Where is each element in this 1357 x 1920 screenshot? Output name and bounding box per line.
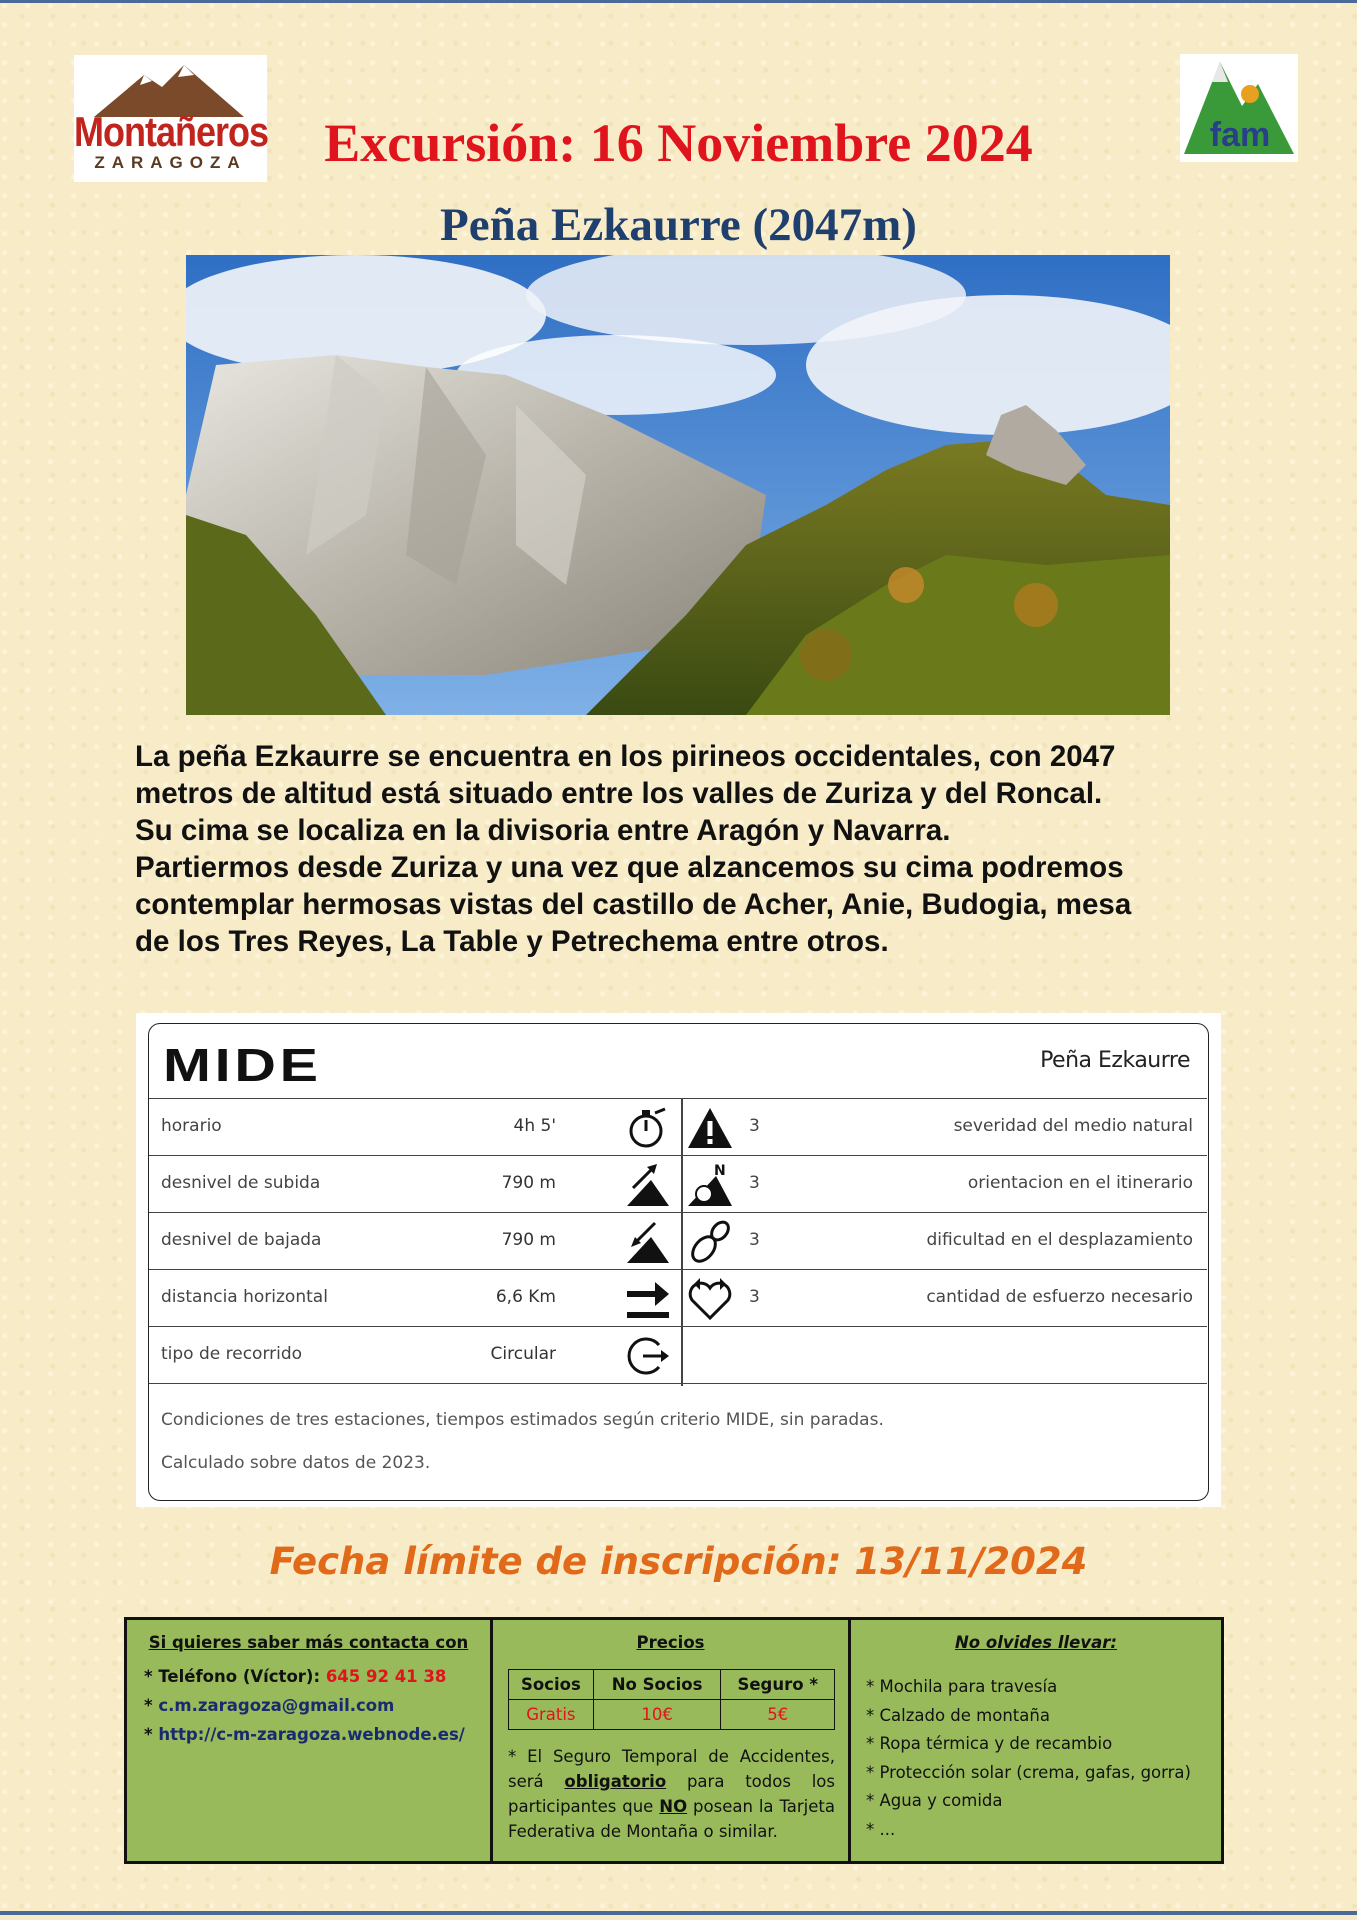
mide-panel [136, 1013, 1221, 1507]
price-header: Socios [509, 1670, 594, 1700]
description-line: contemplar hermosas vistas del castillo de Acher, Anie, Budogia, mesa [135, 888, 1132, 921]
mide-label: distancia horizontal [161, 1287, 328, 1307]
svg-text:N: N [714, 1163, 726, 1179]
mide-value: 4h 5' [513, 1116, 556, 1136]
mide-label: tipo de recorrido [161, 1344, 303, 1364]
list-item: * Mochila para travesía [866, 1677, 1058, 1696]
mide-value: Circular [490, 1344, 556, 1364]
contact-phone-line [144, 1667, 446, 1686]
prices-heading: Precios [636, 1633, 705, 1652]
price-value: 5€ [721, 1700, 835, 1730]
fam-logo [1180, 54, 1298, 162]
contact-heading: Si quieres saber más contacta con [148, 1633, 469, 1652]
contact-box [124, 1617, 493, 1864]
email-link[interactable]: c.m.zaragoza@gmail.com [158, 1696, 395, 1715]
email-bullet: * [144, 1696, 159, 1715]
page-title: Excursión: 16 Noviembre 2024 [324, 113, 1033, 173]
mide-card [148, 1023, 1209, 1501]
description-line: Su cima se localiza en la divisoria entre Aragón y Navarra. [135, 814, 951, 847]
mide-value: 6,6 Km [495, 1287, 556, 1307]
warning-triangle-icon [686, 1105, 734, 1151]
logo-text-zaragoza: ZARAGOZA [94, 153, 247, 172]
registration-deadline: Fecha límite de inscripción: 13/11/2024 [269, 1540, 1088, 1583]
mide-label: desnivel de bajada [161, 1230, 322, 1250]
mide-route-name: Peña Ezkaurre [1040, 1048, 1190, 1073]
contact-web-line [144, 1725, 465, 1744]
prices-table [508, 1669, 835, 1730]
montaneros-zaragoza-logo [74, 55, 267, 182]
mide-score: 3 [749, 1116, 760, 1136]
price-value: 10€ [593, 1700, 721, 1730]
description-line: metros de altitud está situado entre los valles de Zuriza y del Roncal. [135, 777, 1103, 810]
mide-value: 790 m [501, 1173, 556, 1193]
page-subtitle: Peña Ezkaurre (2047m) [440, 199, 917, 251]
phone-label: * Teléfono (Víctor): [144, 1667, 326, 1686]
price-header: No Socios [593, 1670, 721, 1700]
orientation-icon [686, 1162, 734, 1208]
description-line: La peña Ezkaurre se encuentra en los pirineos occidentales, con 2047 [135, 740, 1116, 773]
mide-right-label: cantidad de esfuerzo necesario [926, 1287, 1193, 1307]
bring-list [866, 1673, 1191, 1844]
mide-row-bajada [149, 1212, 1207, 1270]
heart-effort-icon [686, 1276, 734, 1322]
phone-number[interactable]: 645 92 41 38 [325, 1667, 447, 1686]
no-text: NO [659, 1797, 688, 1816]
mide-score: 3 [749, 1230, 760, 1250]
mide-notes [149, 1383, 1207, 1502]
footprint-icon [686, 1219, 734, 1265]
mide-logo: MIDE [163, 1039, 322, 1091]
list-item: * Protección solar (crema, gafas, gorra) [866, 1762, 1191, 1782]
mountain-photo [186, 255, 1170, 715]
distance-arrow-icon [625, 1276, 671, 1322]
list-item: * ... [866, 1819, 896, 1839]
circular-route-icon [625, 1333, 671, 1379]
list-item: * Ropa térmica y de recambio [866, 1734, 1113, 1753]
website-link[interactable]: http://c-m-zaragoza.webnode.es/ [158, 1725, 465, 1744]
fam-logo-text: fam [1209, 116, 1271, 154]
descent-icon [625, 1219, 671, 1265]
description-line: de los Tres Reyes, La Table y Petrechema entre otros. [135, 925, 889, 958]
mide-row-horario [149, 1098, 1207, 1156]
mide-right-label: severidad del medio natural [953, 1116, 1193, 1136]
insurance-note: * El Seguro Temporal de Accidentes, será obligatorio para todos los participantes que NO posean la Tarjeta Federativa de Montaña o similar. [508, 1747, 835, 1841]
logo-text-montaneros: Montañeros [74, 107, 269, 155]
price-header: Seguro * [721, 1670, 835, 1700]
mide-label: horario [161, 1116, 222, 1136]
web-bullet: * [144, 1725, 159, 1744]
mide-row-subida [149, 1155, 1207, 1213]
stopwatch-icon [625, 1105, 671, 1151]
description-line: Partiermos desde Zuriza y una vez que alzancemos su cima podremos [135, 851, 1124, 884]
bring-heading: No olvides llevar: [955, 1633, 1117, 1652]
bring-box [848, 1617, 1224, 1864]
list-item: * Calzado de montaña [866, 1705, 1050, 1725]
top-border [0, 0, 1357, 3]
mide-score: 3 [749, 1173, 760, 1193]
mide-right-label: orientacion en el itinerario [967, 1173, 1193, 1193]
ascent-icon [625, 1162, 671, 1208]
contact-email-line [144, 1696, 394, 1715]
mide-row-distancia [149, 1269, 1207, 1327]
obligatorio-text: obligatorio [564, 1772, 667, 1791]
mide-right-label: dificultad en el desplazamiento [926, 1230, 1193, 1250]
price-value: Gratis [509, 1700, 594, 1730]
prices-box [490, 1617, 851, 1864]
mide-score: 3 [749, 1287, 760, 1307]
mide-note: Calculado sobre datos de 2023. [161, 1453, 431, 1473]
mide-value: 790 m [501, 1230, 556, 1250]
list-item: * Agua y comida [866, 1791, 1003, 1810]
mide-note: Condiciones de tres estaciones, tiempos estimados según criterio MIDE, sin paradas. [161, 1410, 884, 1430]
mide-label: desnivel de subida [161, 1173, 321, 1193]
mide-row-tipo [149, 1326, 1207, 1384]
bottom-border [0, 1911, 1357, 1915]
route-description [135, 738, 1245, 960]
